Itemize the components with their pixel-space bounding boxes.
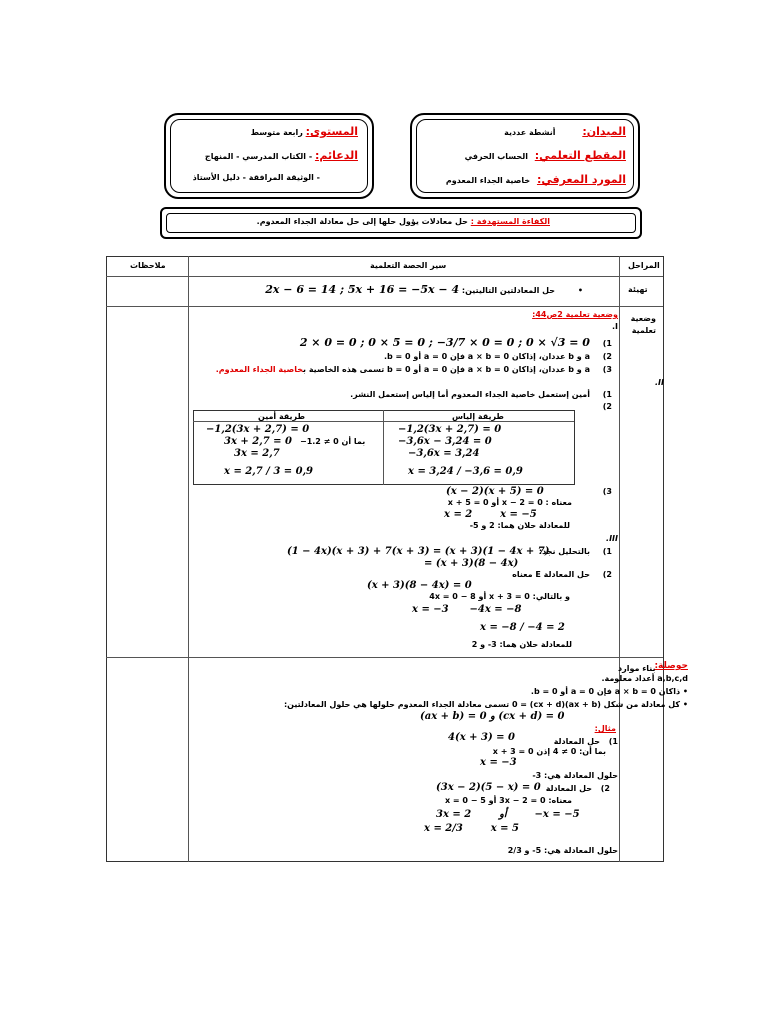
resource-label: المورد المعرفي:	[536, 173, 626, 186]
iii1-num: 1)	[602, 547, 612, 556]
i2-text: a و b عددان، إذاكان a × b = 0 فإن a = 0 أو b = 0.	[383, 352, 590, 361]
summary-line-4: (ax + b) = 0 و (cx + d) = 0	[420, 711, 565, 722]
amine-step-4: x = 2,7 / 3 = 0,9	[224, 466, 314, 477]
competence-box	[160, 207, 642, 239]
i1-math: 2 × 0 = 0 ; 0 × 5 = 0 ; −3/7 × 0 = 0 ; 0 × √3 = 0	[299, 336, 590, 349]
ilyas-step-2: −3,6x − 3,24 = 0	[398, 436, 492, 447]
method-ilyas-head: طريقة إلياس	[452, 412, 504, 421]
summary-line-3	[284, 700, 688, 709]
i1-num: 1)	[602, 339, 612, 348]
field-row	[504, 125, 626, 138]
header-notes: ملاحظات	[130, 261, 166, 270]
summary-line-3-text: كل معادلة من شكل (ax + b)(cx + d) = 0 تسمى معادلة الجداء المعدوم حلولها هي حلول المعادلتين:	[283, 700, 681, 709]
ii1-text: أمين إستعمل خاصية الجداء المعدوم أما إلياس إستعمل النشر.	[350, 390, 590, 399]
warmup-instruction: حل المعادلتين التاليتين:	[461, 286, 556, 295]
ii1-num: 1)	[602, 390, 612, 399]
ex1-conclusion: حلول المعادلة هي: 3-	[532, 771, 618, 780]
ii3-num: 3)	[602, 487, 612, 496]
warmup-equations: 2x − 6 = 14 ; 5x + 16 = −5x − 4	[265, 283, 460, 296]
i3-text-highlight: خاصية الجداء المعدوم.	[215, 365, 304, 374]
field-label: الميدان:	[582, 125, 626, 138]
situation-i3	[216, 365, 612, 374]
competence-value: حل معادلات يؤول حلها إلى حل معادلة الجداء المعدوم.	[256, 217, 468, 226]
supports-line1: - الكتاب المدرسي - المنهاج	[204, 152, 313, 161]
field-value: أنشطة عددية	[504, 128, 556, 137]
header-left-box	[164, 113, 374, 199]
iii1-math-1: (1 − 4x)(x + 3) + 7(x + 3) = (x + 3)(1 − 4x + 7)	[287, 546, 550, 557]
ex2-solutions: 3x = 2 أو −x = −5	[436, 809, 580, 820]
i3-text: a و b عددان، إذاكان a × b = 0 فإن a = 0 أو b = 0 تسمى هذه الخاصية ب	[303, 365, 590, 374]
ex2-solution-2: x = 2/3 x = 5	[424, 823, 519, 834]
bullet: •	[577, 286, 583, 295]
row-divider-situation	[106, 657, 663, 658]
example-1	[554, 737, 618, 746]
supports-label: الدعائم:	[314, 149, 358, 162]
resource-row	[446, 173, 626, 186]
method-amine-head: طريقة أمين	[258, 412, 306, 421]
level-row	[251, 125, 358, 138]
header-right-box	[410, 113, 640, 199]
row-divider-header	[106, 276, 663, 277]
i2-num: 2)	[602, 352, 612, 361]
supports-line2: - الوثيقة المرافقة - دليل الأستاذ	[192, 173, 320, 182]
segment-label: المقطع التعلمي:	[534, 149, 626, 162]
situation-ii1	[350, 390, 612, 399]
level-value: رابعة متوسط	[250, 128, 303, 137]
ex1-equation: 4(x + 3) = 0	[448, 732, 515, 743]
iii2-solutions: x = −3 −4x = −8	[412, 604, 522, 615]
competence-label: الكفاءة المستهدفة :	[470, 217, 550, 226]
ex2-equation: (3x − 2)(5 − x) = 0	[436, 782, 541, 793]
situation-title: وضعية تعلمية 2ص44:	[532, 310, 618, 319]
ex2-num: 2)	[600, 784, 610, 793]
header-course: سير الحصة التعلمية	[370, 261, 447, 270]
level-label: المستوى:	[305, 125, 358, 138]
col-divider-stages	[619, 256, 620, 862]
i3-num: 3)	[602, 365, 612, 374]
ilyas-step-1: −1,2(3x + 2,7) = 0	[398, 424, 502, 435]
iii2-num: 2)	[602, 570, 612, 579]
competence-row	[257, 217, 550, 226]
header-stages: المراحل	[628, 261, 660, 270]
bullet: •	[682, 687, 688, 696]
bullet: •	[682, 700, 688, 709]
ii3-equation: (x − 2)(x + 5) = 0	[446, 486, 544, 497]
amine-step-1: −1,2(3x + 2,7) = 0	[206, 424, 310, 435]
situation-iii2	[512, 570, 612, 579]
iii1-math-2: = (x + 3)(8 − 4x)	[424, 558, 519, 569]
iii2-meaning: و بالتالي: x + 3 = 0 أو 8 − 4x = 0	[429, 592, 570, 601]
roman-3: III.	[606, 534, 618, 543]
amine-note: بما أن 0 ≠ 1.2−	[300, 437, 366, 446]
ex2-text: حل المعادلة	[545, 784, 592, 793]
example-2	[546, 784, 610, 793]
roman-2: II.	[655, 378, 664, 387]
col-divider-notes	[188, 256, 189, 862]
supports-row	[205, 149, 358, 162]
amine-step-2: 3x + 2,7 = 0	[224, 436, 292, 447]
ex1-since: بما أن: 0 ≠ 4 إذن x + 3 = 0	[492, 747, 606, 756]
warmup-text	[265, 283, 583, 296]
roman-1: I.	[611, 322, 618, 331]
iii2-equation: (x + 3)(8 − 4x) = 0	[367, 580, 472, 591]
ex1-num: 1)	[608, 737, 618, 746]
summary-line-2	[531, 687, 688, 696]
ii3-solutions: x = 2 x = −5	[444, 509, 537, 520]
row-divider-warmup	[106, 306, 663, 307]
ilyas-step-3: −3,6x = 3,24	[408, 448, 480, 459]
segment-row	[465, 149, 626, 162]
iii2-solution-2: x = −8 / −4 = 2	[480, 622, 565, 633]
situation-iii1	[539, 547, 612, 556]
iii2-conclusion: للمعادلة حلان هما: 3- و 2	[471, 640, 572, 649]
ex2-conclusion: حلول المعادلة هي: 5- و 2/3	[507, 846, 618, 855]
ex1-text: حل المعادلة	[553, 737, 600, 746]
iii1-text: بالتحليل نجد:	[538, 547, 590, 556]
stage-building: بناء موارد	[618, 664, 656, 673]
ii3-conclusion: للمعادلة حلان هما: 2 و 5-	[469, 521, 570, 530]
segment-value: الحساب الحرفي	[464, 152, 528, 161]
summary-title: حوصلة:	[654, 661, 688, 671]
situation-i2	[384, 352, 612, 361]
stage-warmup: تهيئة	[628, 285, 648, 294]
ii3-meaning: معناه : x − 2 = 0 أو x + 5 = 0	[447, 498, 572, 507]
example-title: مثال:	[594, 724, 616, 733]
resource-value: خاصية الجداء المعدوم	[445, 176, 531, 185]
ilyas-step-4: x = 3,24 / −3,6 = 0,9	[408, 466, 523, 477]
amine-step-3: 3x = 2,7	[234, 448, 280, 459]
summary-line-1: a,b,c,d أعداد معلومة.	[601, 674, 688, 683]
ex1-solution: x = −3	[480, 757, 517, 768]
summary-line-2-text: ذاكان a × b = 0 فإن a = 0 أو b = 0.	[530, 687, 681, 696]
situation-i1	[300, 336, 612, 349]
ex2-meaning: معناه: 3x − 2 = 0 أو 5 − x = 0	[444, 796, 572, 805]
iii2-text: حل المعادلة E معناه	[512, 570, 590, 579]
methods-header-divider	[193, 421, 574, 422]
ii2-num: 2)	[602, 402, 612, 411]
stage-situation: وضعية تعلمية	[630, 314, 656, 335]
